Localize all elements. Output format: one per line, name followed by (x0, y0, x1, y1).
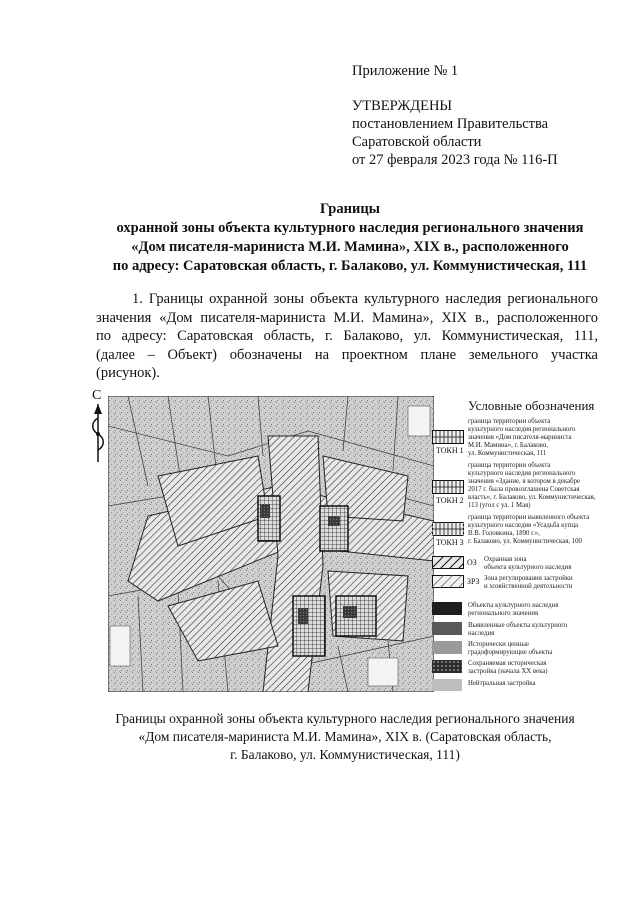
paragraph-line-5: (рисунок). (96, 365, 160, 381)
tokn3-text-3: В.В. Головкина, 1890 г.», (468, 530, 540, 537)
identified-text-1: Выявленные объекты культурного (468, 622, 568, 629)
zrz-swatch (432, 575, 464, 588)
preserved-text-2: застройка (начала XX века) (468, 668, 548, 675)
tokn3-text-1: граница территории выявленного объекта (468, 514, 590, 521)
appendix-number: Приложение № 1 (352, 63, 459, 79)
approved-heading: УТВЕРЖДЕНЫ (352, 98, 453, 114)
tokn1-text-1: граница территории объекта (468, 418, 551, 425)
site-plan-map (108, 396, 434, 692)
preserved-text-1: Сохраняемая историческая (468, 660, 547, 667)
approval-line-1: постановлением Правительства (352, 116, 549, 132)
tokn3-text-2: культурного наследия «Усадьба купца (468, 522, 579, 529)
tokn1-text-2: культурного наследия регионального (468, 426, 576, 433)
historic-text-2: градоформирующие объекты (468, 649, 553, 656)
oz-code: ОЗ (467, 558, 477, 567)
body-paragraph (96, 290, 598, 383)
paragraph-line-3: по адресу: Саратовская область, г. Балаково, ул. Коммунистическая, 111, (96, 328, 598, 344)
tokn1-label: ТОКН 1 (436, 446, 464, 455)
heritage-object-swatch (432, 602, 462, 615)
oz-text-2: объекта культурного наследия (484, 564, 572, 571)
oz-swatch (432, 556, 464, 569)
heritage-text-2: регионального значения (468, 610, 539, 617)
approval-line-3: от 27 февраля 2023 года № 116-П (352, 152, 558, 168)
identified-text-2: наследия (468, 630, 495, 637)
north-arrow-icon (88, 404, 108, 462)
tokn3-text-4: г. Балаково, ул. Коммунистическая, 100 (468, 538, 582, 545)
tokn1-text-5: ул. Коммунистическая, 111 (468, 450, 547, 457)
title-line-2: охранной зоны объекта культурного наследия регионального значения (116, 220, 584, 236)
tokn2-label: ТОКН 2 (436, 496, 464, 505)
heritage-text-1: Объекты культурного наследия (468, 602, 559, 609)
title-line-1: Границы (319, 201, 380, 217)
tokn3-swatch (432, 522, 464, 536)
tokn2-swatch (432, 480, 464, 494)
paragraph-line-1: 1. Границы охранной зоны объекта культурного наследия регионального (132, 291, 598, 307)
title-line-3: «Дом писателя-мариниста М.И. Мамина», XIX в., расположенного (131, 239, 569, 255)
paragraph-line-2: значения «Дом писателя-мариниста М.И. Мамина», XIX в., расположенного (96, 309, 598, 326)
neutral-building-swatch (432, 679, 462, 691)
historic-object-swatch (432, 641, 462, 654)
identified-object-swatch (432, 622, 462, 635)
tokn2-text-2: культурного наследия регионального (468, 470, 576, 477)
tokn2-text-5: власть», г. Балаково, ул. Коммунистическая, (468, 494, 596, 501)
zrz-text-1: Зона регулирования застройки (484, 575, 573, 582)
approval-line-2: Саратовской области (352, 134, 482, 150)
tokn2-text-3: значения «Здание, в котором в декабре (468, 478, 580, 485)
neutral-text-1: Нейтральная застройка (468, 680, 536, 687)
figure-caption-line-3: г. Балаково, ул. Коммунистическая, 111) (230, 747, 460, 762)
north-label: С (92, 388, 102, 403)
tokn3-label: ТОКН 3 (436, 538, 464, 547)
historic-text-1: Исторически ценные (468, 641, 530, 648)
legend-title: Условные обозначения (468, 398, 595, 413)
tokn2-text-4: 2017 г. была провозглашена Советская (468, 486, 580, 493)
tokn1-text-3: значения «Дом писателя-мариниста (468, 434, 572, 441)
tokn1-text-4: М.И. Мамина», г. Балаково, (468, 442, 548, 449)
figure-caption-line-1: Границы охранной зоны объекта культурного наследия регионального значения (115, 711, 575, 726)
paragraph-line-4: (далее – Объект) обозначены на проектном плане земельного участка (96, 346, 598, 363)
zrz-code: ЗРЗ (467, 577, 480, 586)
tokn1-swatch (432, 430, 464, 444)
figure-caption-line-2: «Дом писателя-мариниста М.И. Мамина», XIX в. (Саратовская область, (138, 729, 552, 744)
zrz-text-2: и хозяйственной деятельности (484, 583, 573, 590)
preserved-building-swatch (432, 660, 462, 673)
title-line-4: по адресу: Саратовская область, г. Балаково, ул. Коммунистическая, 111 (112, 258, 588, 274)
tokn2-text-1: граница территории объекта (468, 462, 551, 469)
tokn2-text-6: 113 (угол с ул. 1 Мая) (468, 502, 531, 509)
oz-text-1: Охранная зона (484, 556, 527, 563)
